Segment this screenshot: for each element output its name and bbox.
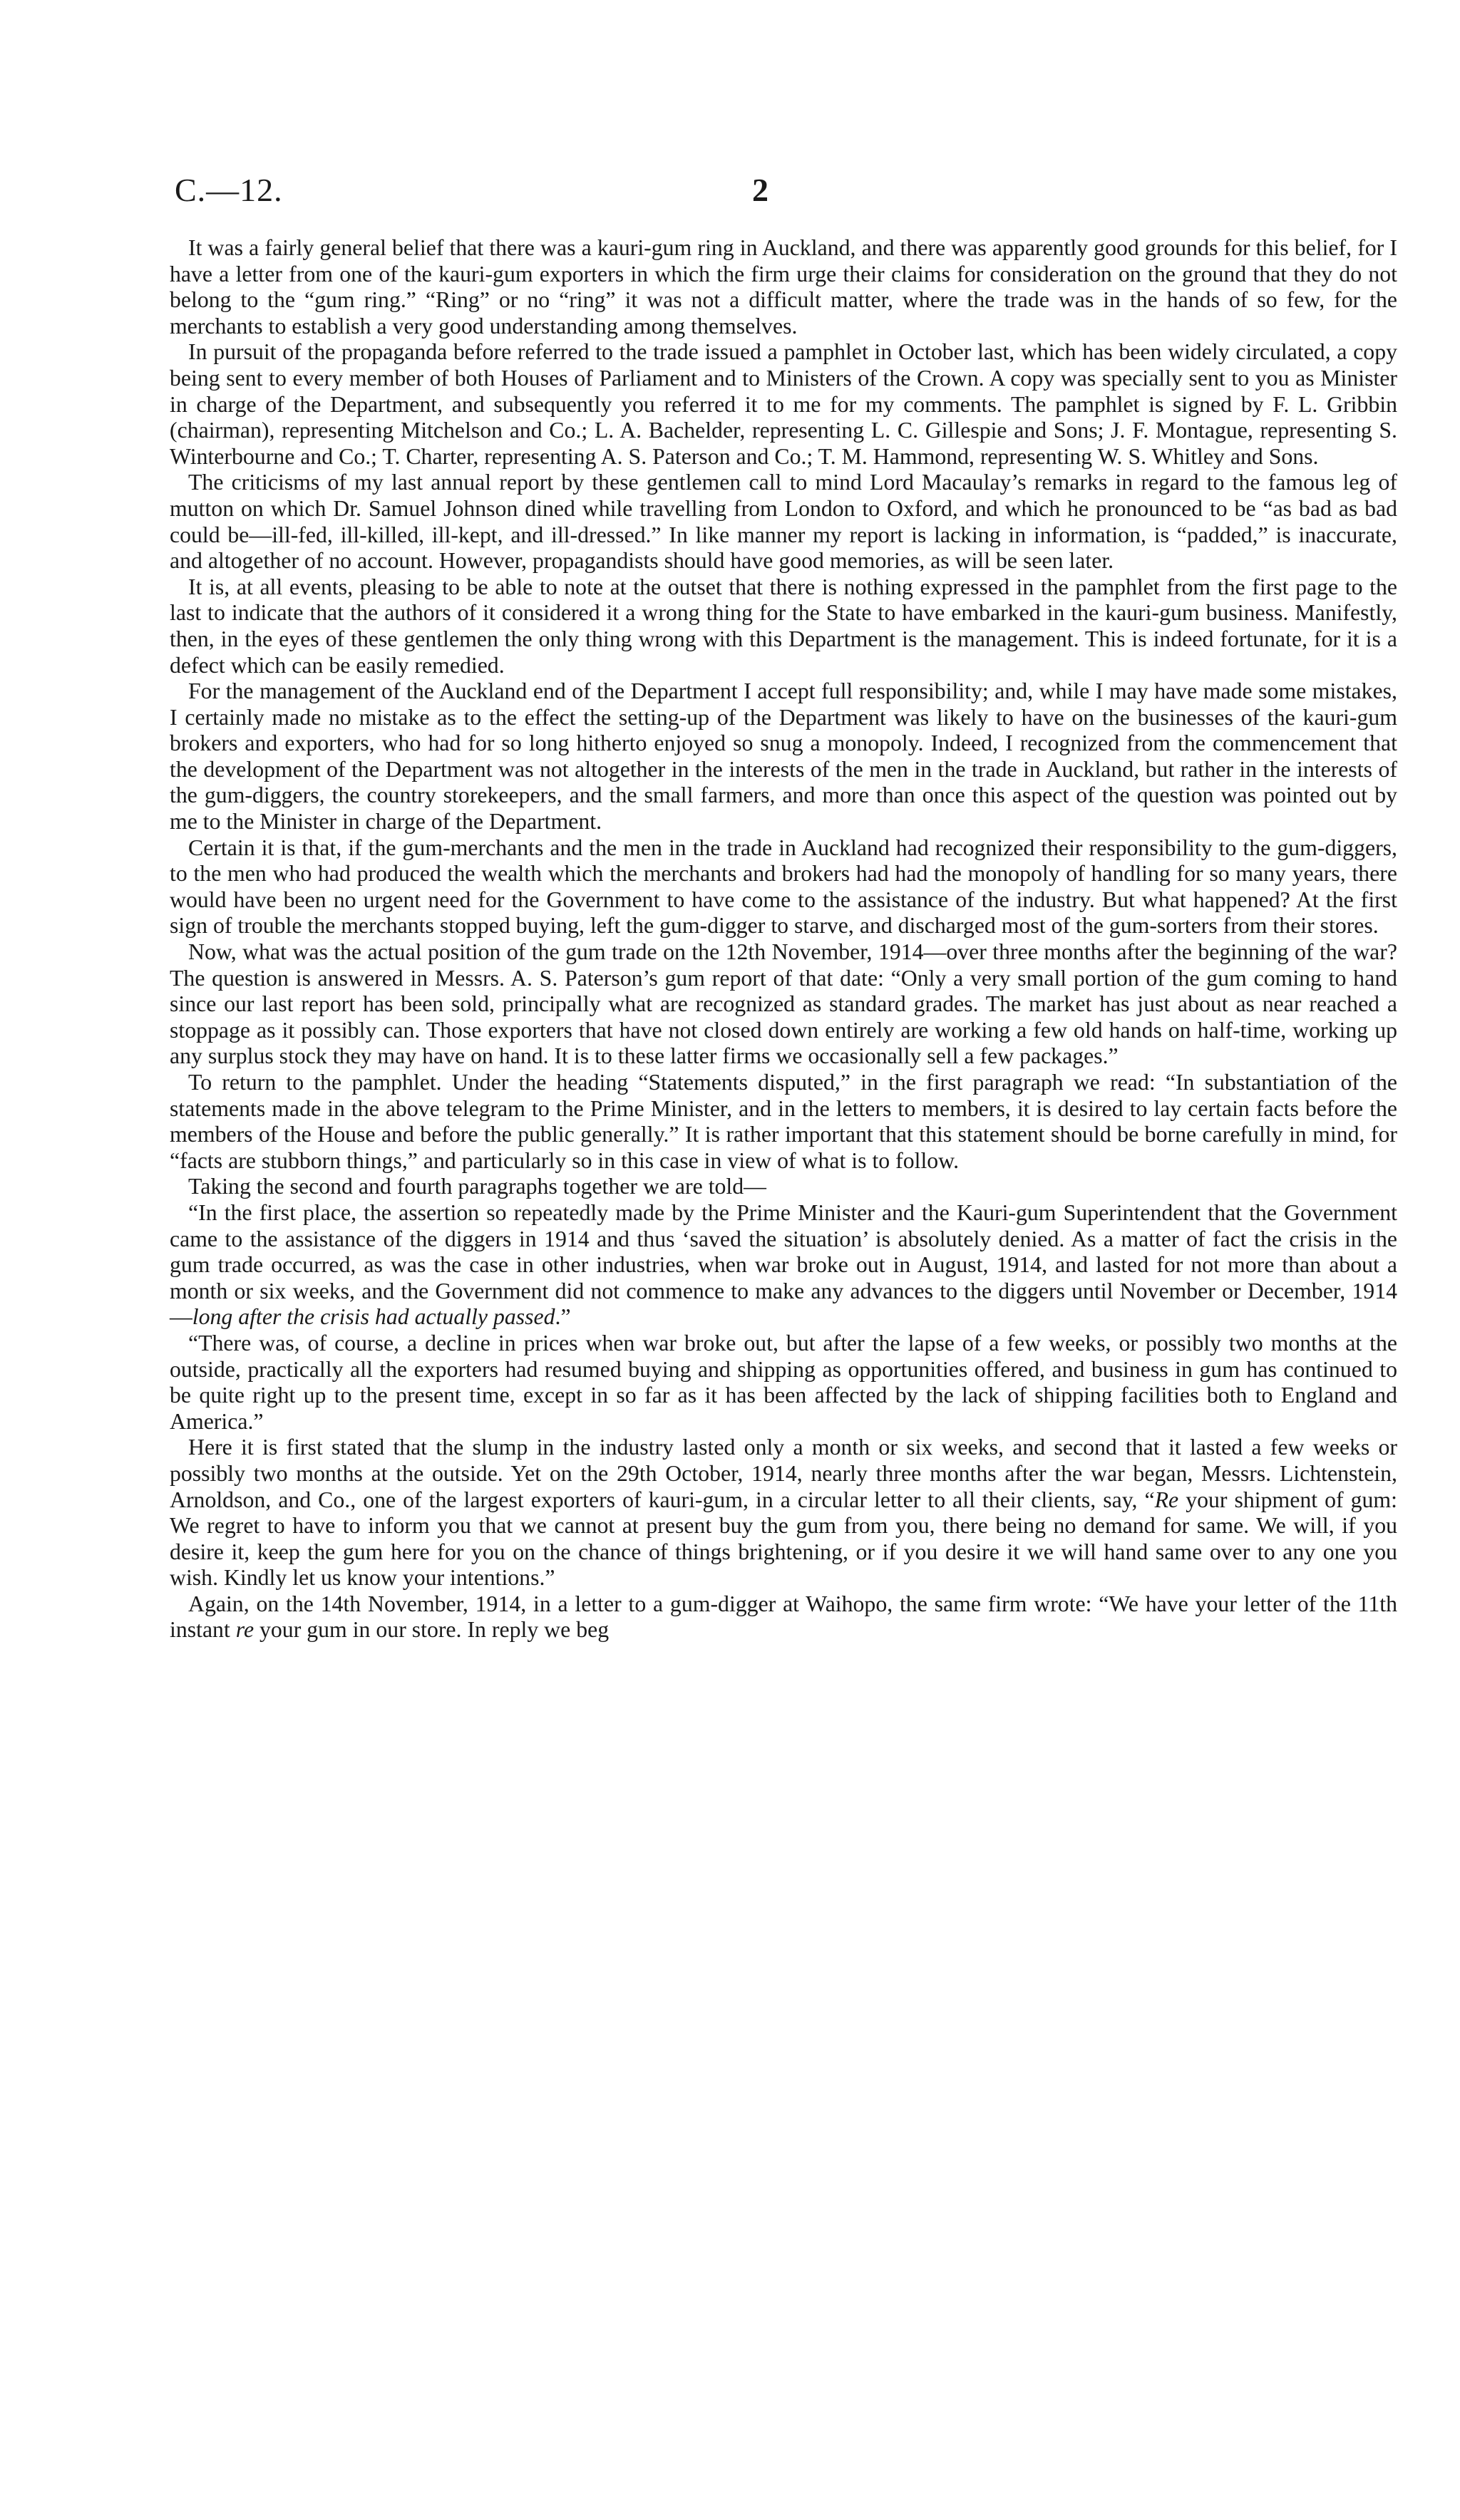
quote-emphasis: long after the crisis had actually passed (192, 1304, 555, 1330)
page-number: 2 (752, 172, 768, 208)
body-text (170, 235, 1397, 1643)
paragraph: It is, at all events, pleasing to be able to note at the outset that there is nothing expressed in the pamphlet from the first page to the last to indicate that the authors of it considered it a wrong thing for the State to have embarked in the kauri-gum business. Manifestly, then, in the eyes of these gentlemen the only thing wrong with this Department is the management. This is indeed fortunate, for it is a defect which can be easily remedied. (170, 574, 1397, 678)
paragraph-emphasis: Re (1154, 1487, 1179, 1512)
paragraph-text: Again, on the 14th November, 1914, in a letter to a gum-digger at Waihopo, the same firm wrote: “We have your letter of the 11th instant (170, 1591, 1397, 1643)
paragraph: To return to the pamphlet. Under the heading “Statements disputed,” in the first paragraph we read: “In substantiation of the statements made in the above telegram to the Prime Minister, and in the letters to members, it is desired to lay certain facts before the members of the House and before the public generally.” It is rather important that this statement should be borne carefully in mind, for “facts are stubborn things,” and particularly so in this case in view of what is to follow. (170, 1070, 1397, 1173)
paragraph-text: your shipment of gum: We regret to have to inform you that we cannot at present buy the gum from you, there being no demand for same. We will, if you desire it, keep the gum here for you on the chance of things brightening, or if you desire it we will hand same over to any one you wish. Kindly let us know your intentions.” (170, 1487, 1397, 1591)
paragraph: It was a fairly general belief that there was a kauri-gum ring in Auckland, and there was apparently good grounds for this belief, for I have a letter from one of the kauri-gum exporters in which the firm urge their claims for consideration on the ground that they do not belong to the “gum ring.” “Ring” or no “ring” it was not a difficult matter, where the trade was in the hands of so few, for the merchants to establish a very good understanding among themselves. (170, 235, 1397, 339)
quote-end: .” (555, 1304, 571, 1330)
paragraph-text: Here it is first stated that the slump in the industry lasted only a month or six weeks, and second that it lasted a few weeks or possibly two months at the outside. Yet on the 29th October, 1914, nearly three months after the war began, Messrs. Lichtenstein, Arnoldson, and Co., one of the largest exporters of kauri-gum, in a circular letter to all their clients, say, “ (170, 1435, 1397, 1512)
paragraph: Now, what was the actual position of the gum trade on the 12th November, 1914—over three months after the beginning of the war? The question is answered in Messrs. A. S. Paterson’s gum report of that date: “Only a very small portion of the gum coming to hand since our last report has been sold, principally what are recognized as standard grades. The market has just about as near reached a stoppage as it possibly can. Those exporters that have not closed down entirely are working a few old hands on half-time, working up any surplus stock they may have on hand. It is to these latter firms we occasionally sell a few packages.” (170, 939, 1397, 1069)
paragraph-text: your gum in our store. In reply we beg (254, 1617, 610, 1643)
paragraph: In pursuit of the propaganda before referred to the trade issued a pamphlet in October last, which has been widely circulated, a copy being sent to every member of both Houses of Parliament and to Ministers of the Crown. A copy was specially sent to you as Minister in charge of the Department, and subsequently you referred it to me for my comments. The pamphlet is signed by F. L. Gribbin (chairman), representing Mitchelson and Co.; L. A. Bachelder, representing L. C. Gillespie and Sons; J. F. Montague, representing S. Winterbourne and Co.; T. Charter, representing A. S. Paterson and Co.; T. M. Hammond, representing W. S. Whitley and Sons. (170, 339, 1397, 469)
paragraph: For the management of the Auckland end of the Department I accept full responsibility; and, while I may have made some mistakes, I certainly made no mistake as to the effect the setting-up of the Department was likely to have on the businesses of the kauri-gum brokers and exporters, who had for so long hitherto enjoyed so snug a monopoly. Indeed, I recognized from the commencement that the development of the Department was not altogether in the interests of the men in the trade in Auckland, but rather in the interests of the gum-diggers, the country storekeepers, and the small farmers, and more than once this aspect of the question was pointed out by me to the Minister in charge of the Department. (170, 678, 1397, 835)
paragraph (170, 1591, 1397, 1643)
paragraph-emphasis: re (235, 1617, 255, 1643)
paragraph: Taking the second and fourth paragraphs together we are told— (188, 1174, 766, 1199)
page-header (175, 171, 1401, 221)
quoted-paragraph: “There was, of course, a decline in prices when war broke out, but after the lapse of a few weeks, or possibly two months at the outside, practically all the exporters had resumed buying and shipping as opportunities offered, and business in gum has continued to be quite right up to the present time, except in so far as it has been affected by the lack of shipping facilities both to England and America.” (170, 1330, 1397, 1434)
quoted-paragraph (170, 1200, 1397, 1331)
paragraph: The criticisms of my last annual report by these gentlemen call to mind Lord Macaulay’s remarks in regard to the famous leg of mutton on which Dr. Samuel Johnson dined while travelling from London to Oxford, and which he pronounced to be “as bad as bad could be—ill-fed, ill-killed, ill-kept, and ill-dressed.” In like manner my report is lacking in information, is “padded,” is inaccurate, and altogether of no account. However, propagandists should have good memories, as will be seen later. (170, 470, 1397, 574)
paragraph: Certain it is that, if the gum-merchants and the men in the trade in Auckland had recognized their responsibility to the gum-diggers, to the men who had produced the wealth which the merchants and brokers had had the monopoly of handling for so many years, there would have been no urgent need for the Government to have come to the assistance of the industry. But what happened? At the first sign of trouble the merchants stopped buying, left the gum-digger to starve, and discharged most of the gum-sorters from their stores. (170, 835, 1397, 939)
document-reference: C.—12. (175, 172, 283, 208)
quote-text: “In the first place, the assertion so repeatedly made by the Prime Minister and the Kauri-gum Superintendent that the Government came to the assistance of the diggers in 1914 and thus ‘saved the situation’ is absolutely denied. As a matter of fact the crisis in the gum trade occurred, as was the case in other industries, when war broke out in August, 1914, and lasted for not more than about a month or six weeks, and the Government did not commence to make any advances to the diggers until November or December, 1914— (170, 1199, 1397, 1330)
paragraph (170, 1435, 1397, 1591)
